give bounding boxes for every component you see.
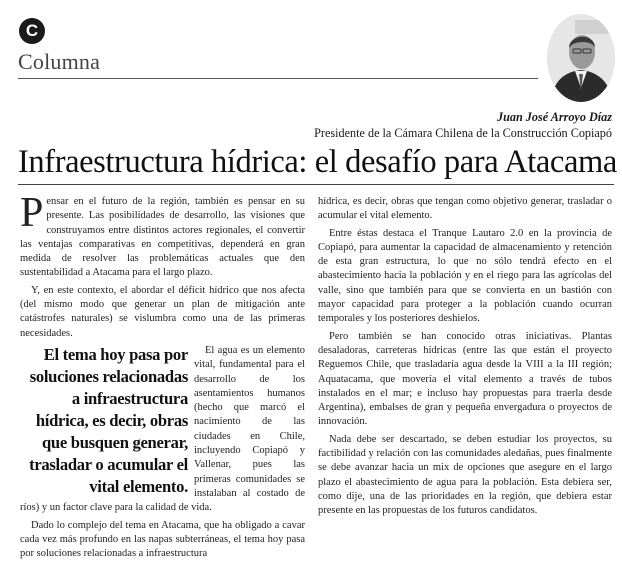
column-right [318,195,612,522]
column-left [20,190,305,564]
paragraph: hídrica, es decir, obras que tengan como objetivo generar, trasladar o acumular el vital elemento. [318,196,612,222]
headline: Infraestructura hídrica: el desafío para Atacama [18,144,617,180]
section-badge: C [19,18,45,44]
paragraph: Dado lo complejo del tema en Atacama, que ha obligado a cavar cada vez más profundo en las napas subterráneas, el tema hoy pasa por soluciones relacionadas a infraestructura [20,519,305,560]
paragraph: Entre éstas destaca el Tranque Lautaro 2.0 en la provincia de Copiapó, para aumentar la capacidad de almacenamiento y retención de esta gran estructura, lo que no sólo tendrá efecto en el abastecimiento hacia la población y en el riego para las agrícolas del valle, sino que también para que se convierta en un bastión con mayor capacidad para proteger a la población cuando ocurran temporales y los posteriores deshielos. [318,227,612,325]
author-portrait-icon [547,14,615,102]
paragraph: Nada debe ser descartado, se deben estudiar los proyectos, su factibilidad y relación con las comunidades aledañas, pues finalmente se debe avanzar hacia un mix de opciones que asegure en el largo plazo el abastecimiento de agua para la población. Esta debiera ser, como dije, una de las prioridades en la región, que debiera estar presente en las propuestas de los futuros candidatos. [318,433,612,517]
pull-quote: El tema hoy pasa por soluciones relacionadas a infraestructura hídrica, es decir, obras que busquen generar, trasladar o acumular el vital elemento. [29,344,188,496]
author-role: Presidente de la Cámara Chilena de la Construcción Copiapó [314,126,612,140]
paragraph: Y, en este contexto, el abordar el déficit hídrico que nos afecta (del mismo modo que generar un plan de mitigación ante catástrofes naturales) se vislumbra como una de las primeras necesidades. [20,284,305,339]
paragraph: Pero también se han conocido otras iniciativas. Plantas desaladoras, carreteras hídricas (entre las que están el proyecto Reguemos Chile, que trasladaría agua desde la VIII a la III región; Aquatacama, que movería el vital elemento a través de tubos instalados en el mar; e incluso hay propuestas para traerla desde Argentina), embalses de gran y pequeña envergadura o proyectos de innovación. [318,330,612,428]
paragraph: El agua es un elemento vital, fundamental para el desarrollo de los asentamientos humanos (hecho que marcó el nacimiento de las ciudades en Chile, incluyendo Copiapó y Vallenar, pues las primeras comunidades se instalaban al costado de ríos) y un factor clave para la calidad de vida. [20,344,305,514]
section-title: Columna [18,49,101,74]
author-name: Juan José Arroyo Díaz [496,110,612,124]
author-byline [314,109,612,141]
paragraph-text: ensar en el futuro de la región, también es pensar en su presente. Las posibilidades de desarrollo, las visiones que construyamos entre distintos actores regionales, el convertir las ventajas comparativas en competitivas, dependerá en gran medida de resolver las problemáticas actuales que den sustentabilidad a Atacama para el largo plazo. [20,196,305,279]
author-photo [547,14,615,102]
headline-rule [18,184,614,185]
paragraph [20,190,305,281]
drop-cap: P [20,190,44,236]
header-rule [18,78,538,79]
